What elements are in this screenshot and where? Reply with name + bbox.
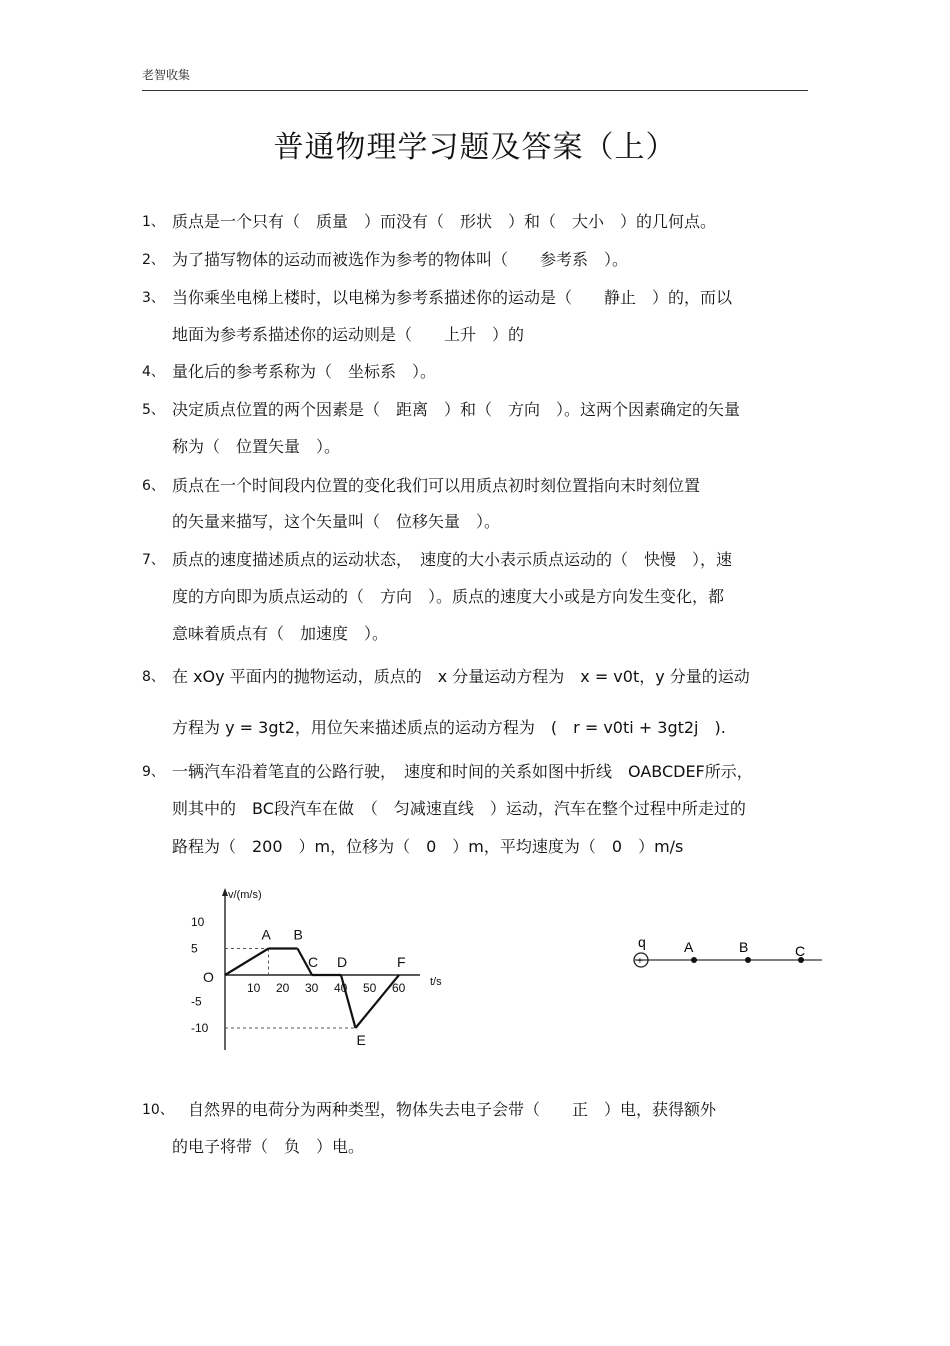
question-6-line-1: 质点在一个时间段内位置的变化我们可以用质点初时刻位置指向末时刻位置 [172,476,701,495]
charge-line-diagram [620,925,830,980]
question-10-line-2: 的电子将带（ 负 ）电。 [172,1137,365,1156]
y-tick-label--5: -5 [191,994,202,1009]
velocity-time-chart [180,880,460,1060]
question-2-line-1: 为了描写物体的运动而被选作为参考的物体叫（ 参考系 ）。 [172,250,629,269]
y-tick-label-10: 10 [191,915,205,929]
question-10-line-1: 自然界的电荷分为两种类型，物体失去电子会带（ 正 ）电，获得额外 [188,1100,717,1119]
charge-plus-sign: + [637,956,643,967]
question-3-number: 3、 [142,290,165,306]
t-axis-label: t/s [430,976,442,988]
segment-OA [225,949,269,976]
question-9-line-3: 路程为（ 200 ）m，位移为（ 0 ）m，平均速度为（ 0 ）m/s [172,837,684,856]
point-a-label: A [684,939,694,955]
question-3-line-1: 当你乘坐电梯上楼时，以电梯为参考系描述你的运动是（ 静止 ）的，而以 [172,288,733,307]
question-7-line-2: 度的方向即为质点运动的（ 方向 ）。质点的速度大小或是方向发生变化，都 [172,587,725,606]
question-7-number: 7、 [142,552,165,568]
question-1-number: 1、 [142,214,165,230]
origin-label: O [203,969,214,985]
header-rule [142,90,808,91]
x-tick-label-20: 20 [276,981,290,995]
charge-q-label: q [638,934,646,950]
question-5-line-1: 决定质点位置的两个因素是（ 距离 ）和（ 方向 ）。这两个因素确定的矢量 [172,400,741,419]
point-label-c: C [308,954,319,970]
x-tick-label-30: 30 [305,981,319,995]
question-8-line-2: 方程为 y = 3gt2，用位矢来描述质点的运动方程为 ( r = v0ti + 3gt2j ). [172,718,726,737]
point-b-label: B [739,939,749,955]
question-6-number: 6、 [142,478,165,494]
point-b-dot [745,957,751,963]
question-8-line-1: 在 xOy 平面内的抛物运动，质点的 x 分量运动方程为 x = v0t，y 分量的运动 [172,667,750,686]
question-4-line-1: 量化后的参考系称为（ 坐标系 ）。 [172,362,437,381]
point-label-f: F [397,954,406,970]
point-label-a: A [261,926,271,943]
question-9-number: 9、 [142,764,165,780]
question-5-number: 5、 [142,402,165,418]
x-tick-label-40: 40 [334,981,348,995]
y-tick-label--10: -10 [191,1021,209,1035]
point-a-dot [691,957,697,963]
chart-axes [222,888,420,1050]
point-label-d: D [337,954,348,970]
question-7-line-1: 质点的速度描述质点的运动状态， 速度的大小表示质点运动的（ 快慢 ），速 [172,550,733,569]
question-5-line-2: 称为（ 位置矢量 ）。 [172,437,341,456]
question-9-line-2: 则其中的 BC段汽车在做 （ 匀减速直线 ）运动，汽车在整个过程中所走过的 [172,799,746,818]
x-tick-label-10: 10 [247,981,261,995]
question-4-number: 4、 [142,364,165,380]
question-10-number: 10、 [142,1102,174,1118]
question-7-line-3: 意味着质点有（ 加速度 ）。 [172,624,389,643]
document-title: 普通物理学习题及答案（上） [273,130,677,165]
v-axis-label: v/(m/s) [228,889,262,901]
x-tick-label-60: 60 [392,981,406,995]
x-tick-label-50: 50 [363,981,377,995]
question-6-line-2: 的矢量来描写，这个矢量叫（ 位移矢量 ）。 [172,512,501,531]
header-label: 老智收集 [142,68,191,82]
question-8-number: 8、 [142,669,165,685]
point-label-b: B [293,926,303,943]
question-3-line-2: 地面为参考系描述你的运动则是（ 上升 ）的 [172,325,525,344]
y-tick-label-5: 5 [191,941,198,956]
question-9-line-1: 一辆汽车沿着笔直的公路行驶， 速度和时间的关系如图中折线 OABCDEF所示， [172,762,753,781]
question-2-number: 2、 [142,252,165,268]
point-label-e: E [356,1032,366,1048]
point-c-label: C [795,943,806,959]
chart-labels [191,889,442,1048]
question-1-line-1: 质点是一个只有（ 质量 ）而没有（ 形状 ）和（ 大小 ）的几何点。 [172,212,717,231]
